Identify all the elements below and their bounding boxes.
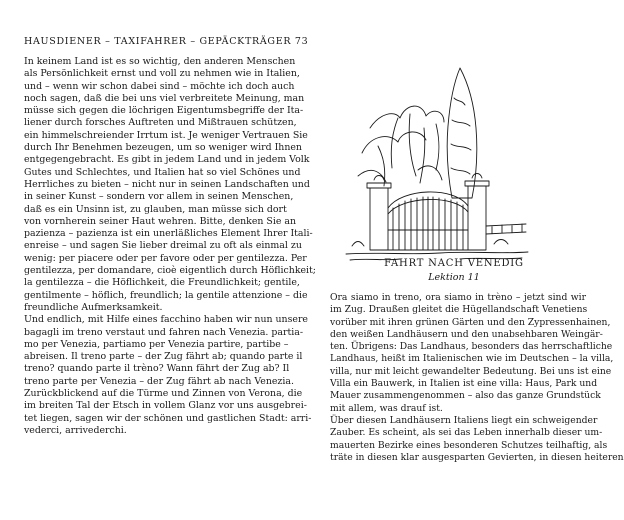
text-line: Zauber. Es scheint, als sei das Leben innerhalb dieser um- bbox=[330, 427, 603, 439]
caption-title: FAHRT NACH VENEDIG bbox=[384, 258, 524, 269]
text-line: wenig: per piacere oder per favore oder per gentilezza. Per bbox=[24, 252, 307, 264]
text-line: treno parte per Venezia – der Zug fährt ab nach Venezia. bbox=[24, 375, 294, 387]
text-line: träte in diesen klar ausgesparten Gevierten, in diesen heiteren bbox=[330, 451, 624, 463]
text-line: Zurückblickend auf die Türme und Zinnen von Verona, die bbox=[24, 388, 303, 400]
text-line: mit allem, was drauf ist. bbox=[330, 402, 443, 414]
text-line: im Zug. Draußen gleitet die Hügellandschaft Venetiens bbox=[330, 304, 588, 316]
text-line: und – wenn wir schon dabei sind – möchte ich doch auch bbox=[24, 80, 295, 92]
text-line: Herrliches zu bieten – nicht nur in seinen Landschaften und bbox=[24, 178, 310, 190]
text-line: in seiner Kunst – sondern vor allem in seinen Menschen, bbox=[24, 191, 294, 203]
text-line: gentilmente – höflich, freundlich; la gentile attenzione – die bbox=[24, 289, 308, 301]
text-line: villa, nur mit leicht gewandelter Bedeutung. Bei uns ist eine bbox=[330, 365, 612, 377]
text-line: Und endlich, mit Hilfe eines facchino haben wir nun unsere bbox=[24, 314, 308, 326]
caption-subtitle: Lektion 11 bbox=[428, 272, 480, 283]
text-line: Über diesen Landhäusern Italiens liegt ein schweigender bbox=[330, 414, 598, 426]
text-line: abreisen. Il treno parte – der Zug fährt ab; quando parte il bbox=[24, 351, 303, 363]
text-line: entgegengebracht. Es gibt in jedem Land und in jedem Volk bbox=[24, 154, 310, 166]
text-line: Mauer zusammengenommen – also das ganze Grundstück bbox=[330, 390, 601, 402]
text-line: im breiten Tal der Etsch in vollem Glanz vor uns ausgebrei- bbox=[24, 400, 307, 412]
text-line: Ora siamo in treno, ora siamo in trèno – jetzt sind wir bbox=[330, 292, 586, 303]
text-line: pazienza – pazienza ist ein unerläßliches Element Ihrer Itali- bbox=[24, 228, 313, 240]
text-line: treno? quando parte il trèno? Wann fährt der Zug ab? Il bbox=[24, 363, 290, 375]
left-body-text bbox=[24, 56, 316, 437]
text-line: von vornherein seiner Haut wehren. Bitte, denken Sie an bbox=[24, 215, 296, 227]
text-line: freundliche Aufmerksamkeit. bbox=[24, 301, 163, 313]
text-line: bagagli im treno verstaut und fahren nach Venezia. partia- bbox=[24, 326, 303, 338]
text-line: als Persönlichkeit ernst und voll zu nehmen wie in Italien, bbox=[24, 68, 300, 80]
villa-gate-illustration bbox=[340, 58, 530, 263]
text-line: mo per Venezia, partiamo per Venezia partire, partibe – bbox=[24, 338, 289, 350]
text-line: enreise – und sagen Sie lieber dreimal zu oft als einmal zu bbox=[24, 240, 302, 252]
text-line: den weißen Landhäusern und den unabsehbaren Weingär- bbox=[330, 328, 603, 340]
text-line: durch Ihr Benehmen bezeugen, um so weniger wird Ihnen bbox=[24, 142, 302, 154]
text-line: tet liegen, sagen wir der schönen und gastlichen Stadt: arri- bbox=[24, 412, 312, 424]
text-line: Gutes und Schlechtes, und Italien hat so viel Schönes und bbox=[24, 166, 301, 178]
text-line: Villa ein Bauwerk, in Italien ist eine villa: Haus, Park und bbox=[330, 378, 598, 390]
text-line: In keinem Land ist es so wichtig, den anderen Menschen bbox=[24, 56, 296, 67]
text-line: vederci, arrivederchi. bbox=[24, 424, 127, 436]
text-line: la gentilezza – die Höflichkeit, die Freundlichkeit; gentile, bbox=[24, 277, 300, 289]
text-line: noch sagen, daß die bei uns viel verbreitete Meinung, man bbox=[24, 92, 305, 104]
running-head: HAUSDIENER – TAXIFAHRER – GEPÄCKTRÄGER 73 bbox=[24, 36, 309, 47]
text-line: ein himmelschreiender Irrtum ist. Je weniger Vertrauen Sie bbox=[24, 129, 308, 141]
text-line: mauerten Bezirke eines besonderen Schutzes teilhaftig, als bbox=[330, 439, 608, 451]
text-line: ten. Übrigens: Das Landhaus, besonders das herrschaftliche bbox=[330, 341, 613, 353]
right-body-text bbox=[330, 292, 624, 464]
text-line: Landhaus, heißt im Italienischen wie im Deutschen – la villa, bbox=[330, 353, 614, 365]
text-line: daß es ein Unsinn ist, zu glauben, man müsse sich dort bbox=[24, 203, 287, 215]
text-line: müsse sich gegen die löchrigen Eigentumsbegriffe der Ita- bbox=[24, 105, 304, 117]
right-page bbox=[300, 0, 624, 520]
text-line: gentilezza, per domandare, cioè eigentlich durch Höflichkeit; bbox=[24, 265, 316, 277]
text-line: liener durch forsches Auftreten und Mißtrauen schützen, bbox=[24, 117, 297, 129]
text-line: vorüber mit ihren grünen Gärten und den Zypressenhainen, bbox=[330, 316, 611, 328]
